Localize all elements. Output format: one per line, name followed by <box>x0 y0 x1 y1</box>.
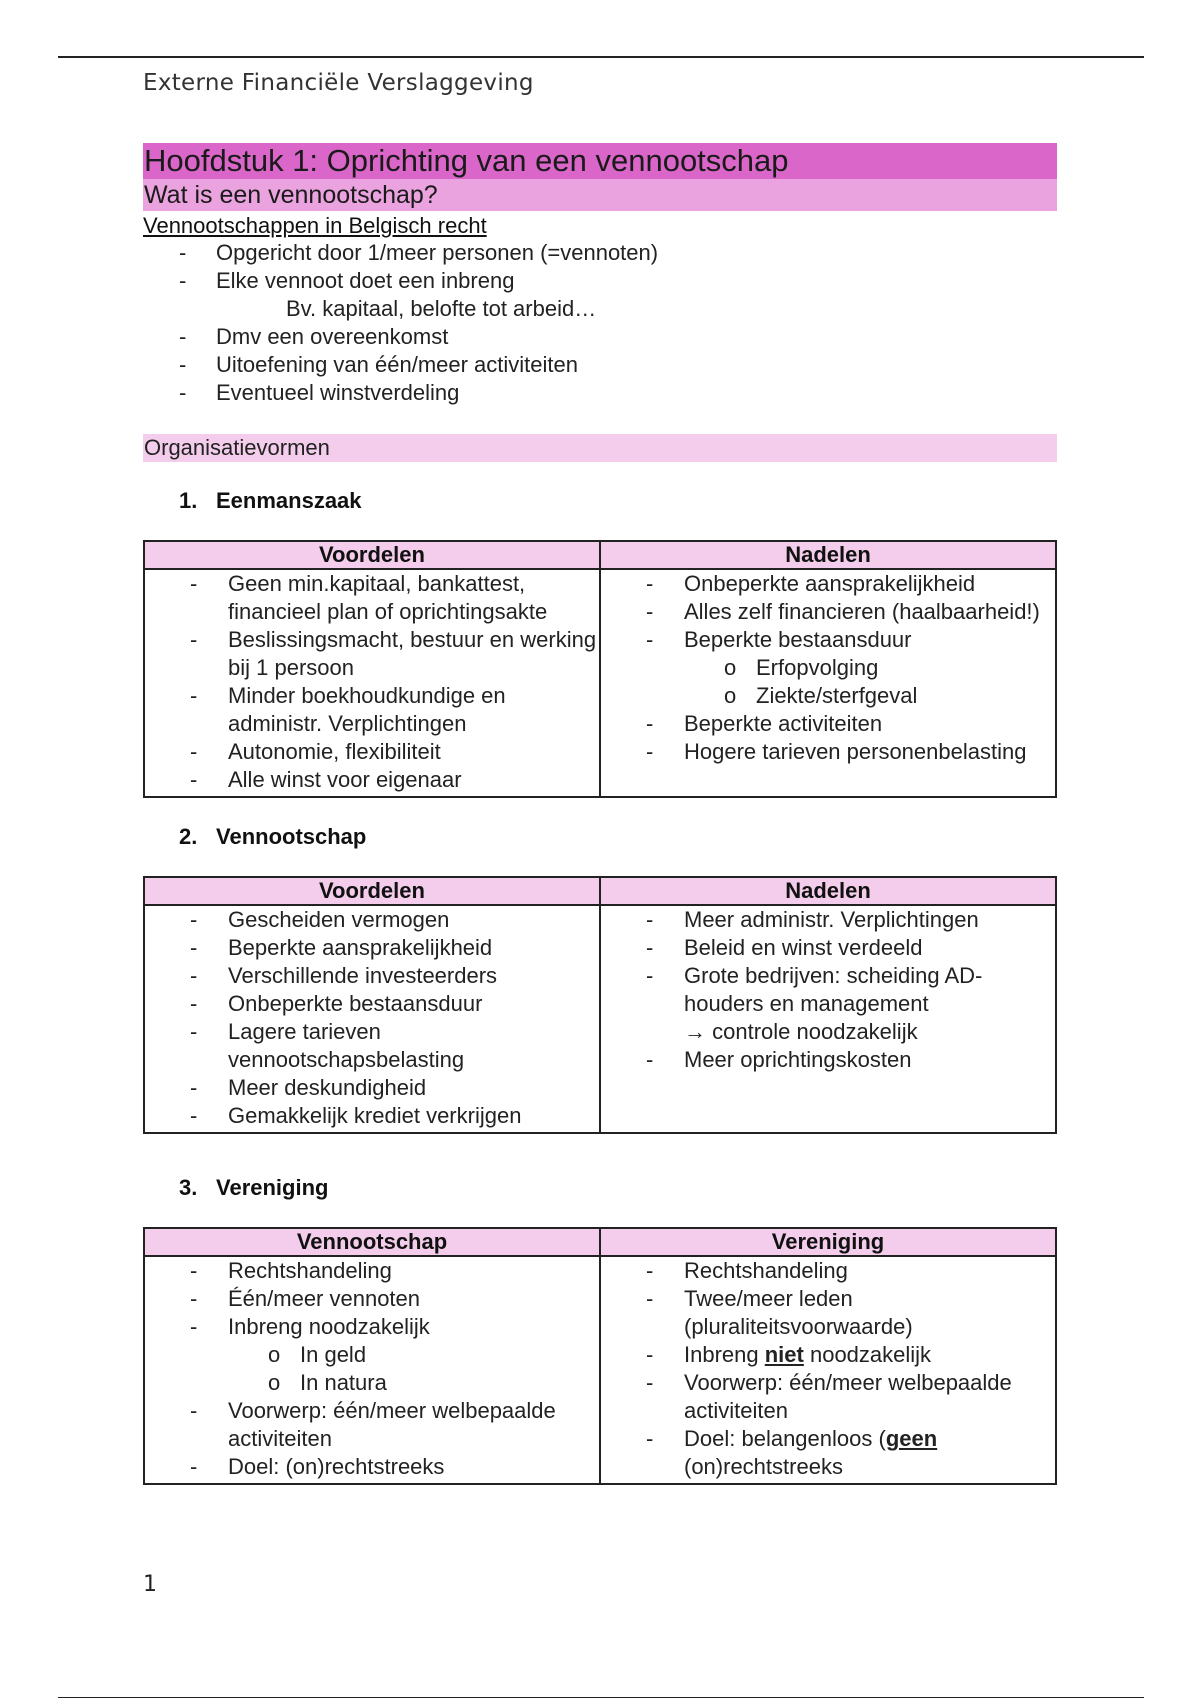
list-item: - Dmv een overeenkomst <box>143 323 1057 351</box>
page-number: 1 <box>143 1572 157 1597</box>
column-header-voordelen: Voordelen <box>144 541 600 569</box>
list-item: - Één/meer vennoten <box>145 1285 599 1313</box>
vereniging-cell <box>600 1256 1056 1484</box>
text-part: noodzakelijk <box>803 1342 932 1367</box>
sub-list <box>601 654 1055 710</box>
emphasis-geen: geen <box>885 1426 938 1451</box>
list-item: - Opgericht door 1/meer personen (=vennoten) <box>143 239 1057 267</box>
list-item: - Gescheiden vermogen <box>145 906 599 934</box>
list-item: - Gemakkelijk krediet verkrijgen <box>145 1102 599 1130</box>
chapter-title: Hoofdstuk 1: Oprichting van een vennootschap <box>143 143 1057 179</box>
voordelen-cell <box>144 569 600 797</box>
text-part: (on)rechtstreeks <box>684 1454 843 1479</box>
list-item: - Elke vennoot doet een inbreng <box>143 267 1057 295</box>
sub-list-item: o Ziekte/sterfgeval <box>601 682 1055 710</box>
voordelen-cell <box>144 905 600 1133</box>
vereniging-heading <box>143 1174 1057 1202</box>
organisatievormen-heading: Organisatievormen <box>143 434 1057 462</box>
column-header-vereniging: Vereniging <box>600 1228 1056 1256</box>
definition-example: Bv. kapitaal, belofte tot arbeid… <box>286 296 597 321</box>
eenmanszaak-table <box>143 540 1057 798</box>
arrow-right-icon: → <box>684 1019 706 1044</box>
arrow-note: controle noodzakelijk <box>712 1019 918 1044</box>
sub-list-item: o In natura <box>145 1369 599 1397</box>
list-item: - Beslissingsmacht, bestuur en werking bij 1 persoon <box>145 626 599 682</box>
list-item: - Geen min.kapitaal, bankattest, financieel plan of oprichtingsakte <box>145 570 599 626</box>
emphasis-niet: niet <box>764 1342 804 1367</box>
eenmanszaak-heading <box>143 487 1057 515</box>
list-item: - Rechtshandeling <box>601 1257 1055 1285</box>
section-title: Wat is een vennootschap? <box>143 179 1057 211</box>
list-item: - Doel: (on)rechtstreeks <box>145 1453 599 1481</box>
sub-list-item: o In geld <box>145 1341 599 1369</box>
heading-number: 2. <box>179 824 198 849</box>
list-item: - Rechtshandeling <box>145 1257 599 1285</box>
document-body <box>143 143 1057 1485</box>
column-header-voordelen: Voordelen <box>144 877 600 905</box>
list-item: - Uitoefening van één/meer activiteiten <box>143 351 1057 379</box>
list-item: - Autonomie, flexibiliteit <box>145 738 599 766</box>
list-item-text: Grote bedrijven: scheiding AD-houders en management <box>684 963 983 1016</box>
column-header-nadelen: Nadelen <box>600 877 1056 905</box>
vennootschap-table <box>143 876 1057 1134</box>
sub-list <box>145 1341 599 1397</box>
list-item: - Meer administr. Verplichtingen <box>601 906 1055 934</box>
vereniging-table <box>143 1227 1057 1485</box>
list-item <box>601 962 1055 1046</box>
running-header: Externe Financiële Verslaggeving <box>143 70 534 96</box>
sub-list-item: o Erfopvolging <box>601 654 1055 682</box>
list-item: - Beperkte activiteiten <box>601 710 1055 738</box>
heading-text: Eenmanszaak <box>216 488 362 513</box>
list-item: - Hogere tarieven personenbelasting <box>601 738 1055 766</box>
column-header-nadelen: Nadelen <box>600 541 1056 569</box>
list-item: - Onbeperkte bestaansduur <box>145 990 599 1018</box>
list-item: - Meer deskundigheid <box>145 1074 599 1102</box>
list-item: - Lagere tarieven vennootschapsbelasting <box>145 1018 599 1074</box>
nadelen-cell <box>600 569 1056 797</box>
heading-text: Vennootschap <box>216 824 367 849</box>
heading-number: 3. <box>179 1175 198 1200</box>
vennootschap-cell <box>144 1256 600 1484</box>
subsection-title: Vennootschappen in Belgisch recht <box>143 213 487 238</box>
list-item: - Beperkte aansprakelijkheid <box>145 934 599 962</box>
list-item: - Twee/meer leden (pluraliteitsvoorwaarde) <box>601 1285 1055 1341</box>
text-part: Inbreng <box>684 1342 765 1367</box>
list-item: - Meer oprichtingskosten <box>601 1046 1055 1074</box>
list-item: - Eventueel winstverdeling <box>143 379 1057 407</box>
list-item: - Beleid en winst verdeeld <box>601 934 1055 962</box>
bottom-rule <box>58 1697 1144 1698</box>
list-item: - Alle winst voor eigenaar <box>145 766 599 794</box>
list-item: - Onbeperkte aansprakelijkheid <box>601 570 1055 598</box>
list-item <box>601 1425 1055 1481</box>
text-part: Doel: belangenloos ( <box>684 1426 886 1451</box>
list-item: - Voorwerp: één/meer welbepaalde activiteiten <box>601 1369 1055 1425</box>
list-item: - Verschillende investeerders <box>145 962 599 990</box>
definition-list-continued <box>143 323 1057 407</box>
column-header-vennootschap: Vennootschap <box>144 1228 600 1256</box>
list-item: - Voorwerp: één/meer welbepaalde activiteiten <box>145 1397 599 1453</box>
list-item: - Minder boekhoudkundige en administr. Verplichtingen <box>145 682 599 738</box>
top-rule <box>58 56 1144 58</box>
list-item: - Inbreng noodzakelijk <box>145 1313 599 1341</box>
list-item: - Alles zelf financieren (haalbaarheid!) <box>601 598 1055 626</box>
definition-list <box>143 239 1057 295</box>
list-item <box>601 1341 1055 1369</box>
list-item: - Beperkte bestaansduur <box>601 626 1055 654</box>
heading-number: 1. <box>179 488 198 513</box>
nadelen-cell <box>600 905 1056 1133</box>
vennootschap-heading <box>143 823 1057 851</box>
heading-text: Vereniging <box>216 1175 329 1200</box>
